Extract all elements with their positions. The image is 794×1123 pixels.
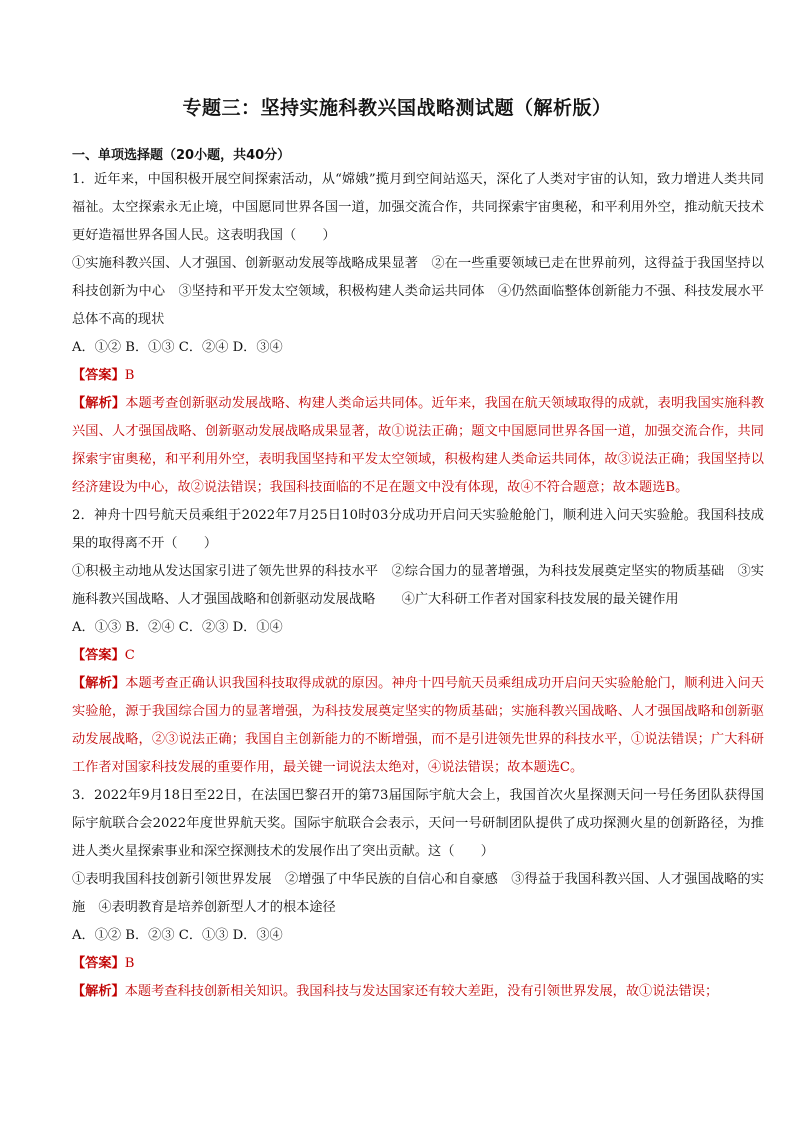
analysis-line [72,670,764,782]
question-options: ①实施科教兴国、人才强国、创新驱动发展等战略成果显著 ②在一些重要领域已走在世界前列，这得益于我国坚持以科技创新为中心 ③坚持和平开发太空领域，积极构建人类命运共同体 ④仍然面临整体创新能力不强、科技发展水平总体不高的现状 [72,256,764,327]
answer-label: 【答案】 [72,648,125,663]
analysis-label: 【解析】 [72,396,126,411]
answer-label: 【答案】 [72,368,125,383]
answer-value: C [124,648,135,663]
question-choices: A．①② B．②③ C．①③ D．③④ [72,928,283,943]
question-list [72,166,764,1006]
answer-value: B [124,956,135,971]
answer-line [72,362,764,390]
analysis-line [72,390,764,502]
answer-line [72,642,764,670]
analysis-text: 本题考查创新驱动发展战略、构建人类命运共同体。近年来，我国在航天领域取得的成就，表明我国实施科教兴国、人才强国战略、创新驱动发展战略成果显著，故①说法正确；题文中国愿同世界各国一道，加强交流合作，共同探索宇宙奥秘，和平利用外空，表明我国坚持和平发太空领域，积极构建人类命运共同体，故③说法正确；我国坚持以经济建设为中心，故②说法错误；我国科技面临的不足在题文中没有体现，故④不符合题意；故本题选B。 [72,396,765,495]
analysis-label: 【解析】 [72,984,125,999]
page-title: 专题三：坚持实施科教兴国战略测试题（解析版） [182,97,612,119]
question-stem: 3．2022年9月18日至22日，在法国巴黎召开的第73届国际宇航大会上，我国首次火星探测天问一号任务团队获得国际宇航联合会2022年度世界航天奖。国际宇航联合会表示，天问一号研制团队提供了成功探测火星的创新路径，为推进人类火星探索事业和深空探测技术的发展作出了突出贡献。这（ ） [72,788,764,859]
analysis-text: 本题考查正确认识我国科技取得成就的原因。神舟十四号航天员乘组成功开启问天实验舱舱门，顺利进入问天实验舱，源于我国综合国力的显著增强，为科技发展奠定坚实的物质基础；实施科教兴国战略、人才强国战略和创新驱动发展战略，②③说法正确；我国自主创新能力的不断增强，而不是引进领先世界的科技水平，①说法错误；广大科研工作者对国家科技发展的重要作用，最关键一词说法太绝对，④说法错误；故本题选C。 [72,676,765,775]
section-heading: 一、单项选择题（20小题，共40分） [72,148,291,163]
answer-line [72,950,764,978]
question-stem: 1．近年来，中国积极开展空间探索活动，从“嫦娥”揽月到空间站巡天，深化了人类对宇宙的认知，致力增进人类共同福祉。太空探索永无止境，中国愿同世界各国一道，加强交流合作，共同探索宇宙奥秘，和平利用外空，推动航天技术更好造福世界各国人民。这表明我国（ ） [72,172,764,243]
question-choices: A．①② B．①③ C．②④ D．③④ [72,340,283,355]
analysis-line [72,978,764,1006]
question-2 [72,502,764,782]
analysis-label: 【解析】 [72,676,126,691]
question-options: ①积极主动地从发达国家引进了领先世界的科技水平 ②综合国力的显著增强，为科技发展奠定坚实的物质基础 ③实施科教兴国战略、人才强国战略和创新驱动发展战略 ④广大科研工作者对国家科技发展的最关键作用 [72,564,764,607]
answer-label: 【答案】 [72,956,125,971]
question-stem: 2．神舟十四号航天员乘组于2022年7月25日10时03分成功开启问天实验舱舱门，顺利进入问天实验舱。我国科技成果的取得离不开（ ） [72,508,764,551]
analysis-text: 本题考查科技创新相关知识。我国科技与发达国家还有较大差距，没有引领世界发展，故①说法错误； [124,984,719,999]
answer-value: B [124,368,135,383]
question-3 [72,782,764,1006]
question-options: ①表明我国科技创新引领世界发展 ②增强了中华民族的自信心和自豪感 ③得益于我国科教兴国、人才强国战略的实施 ④表明教育是培养创新型人才的根本途径 [72,872,764,915]
question-choices: A．①③ B．②④ C．②③ D．①④ [72,620,283,635]
question-1 [72,166,764,502]
